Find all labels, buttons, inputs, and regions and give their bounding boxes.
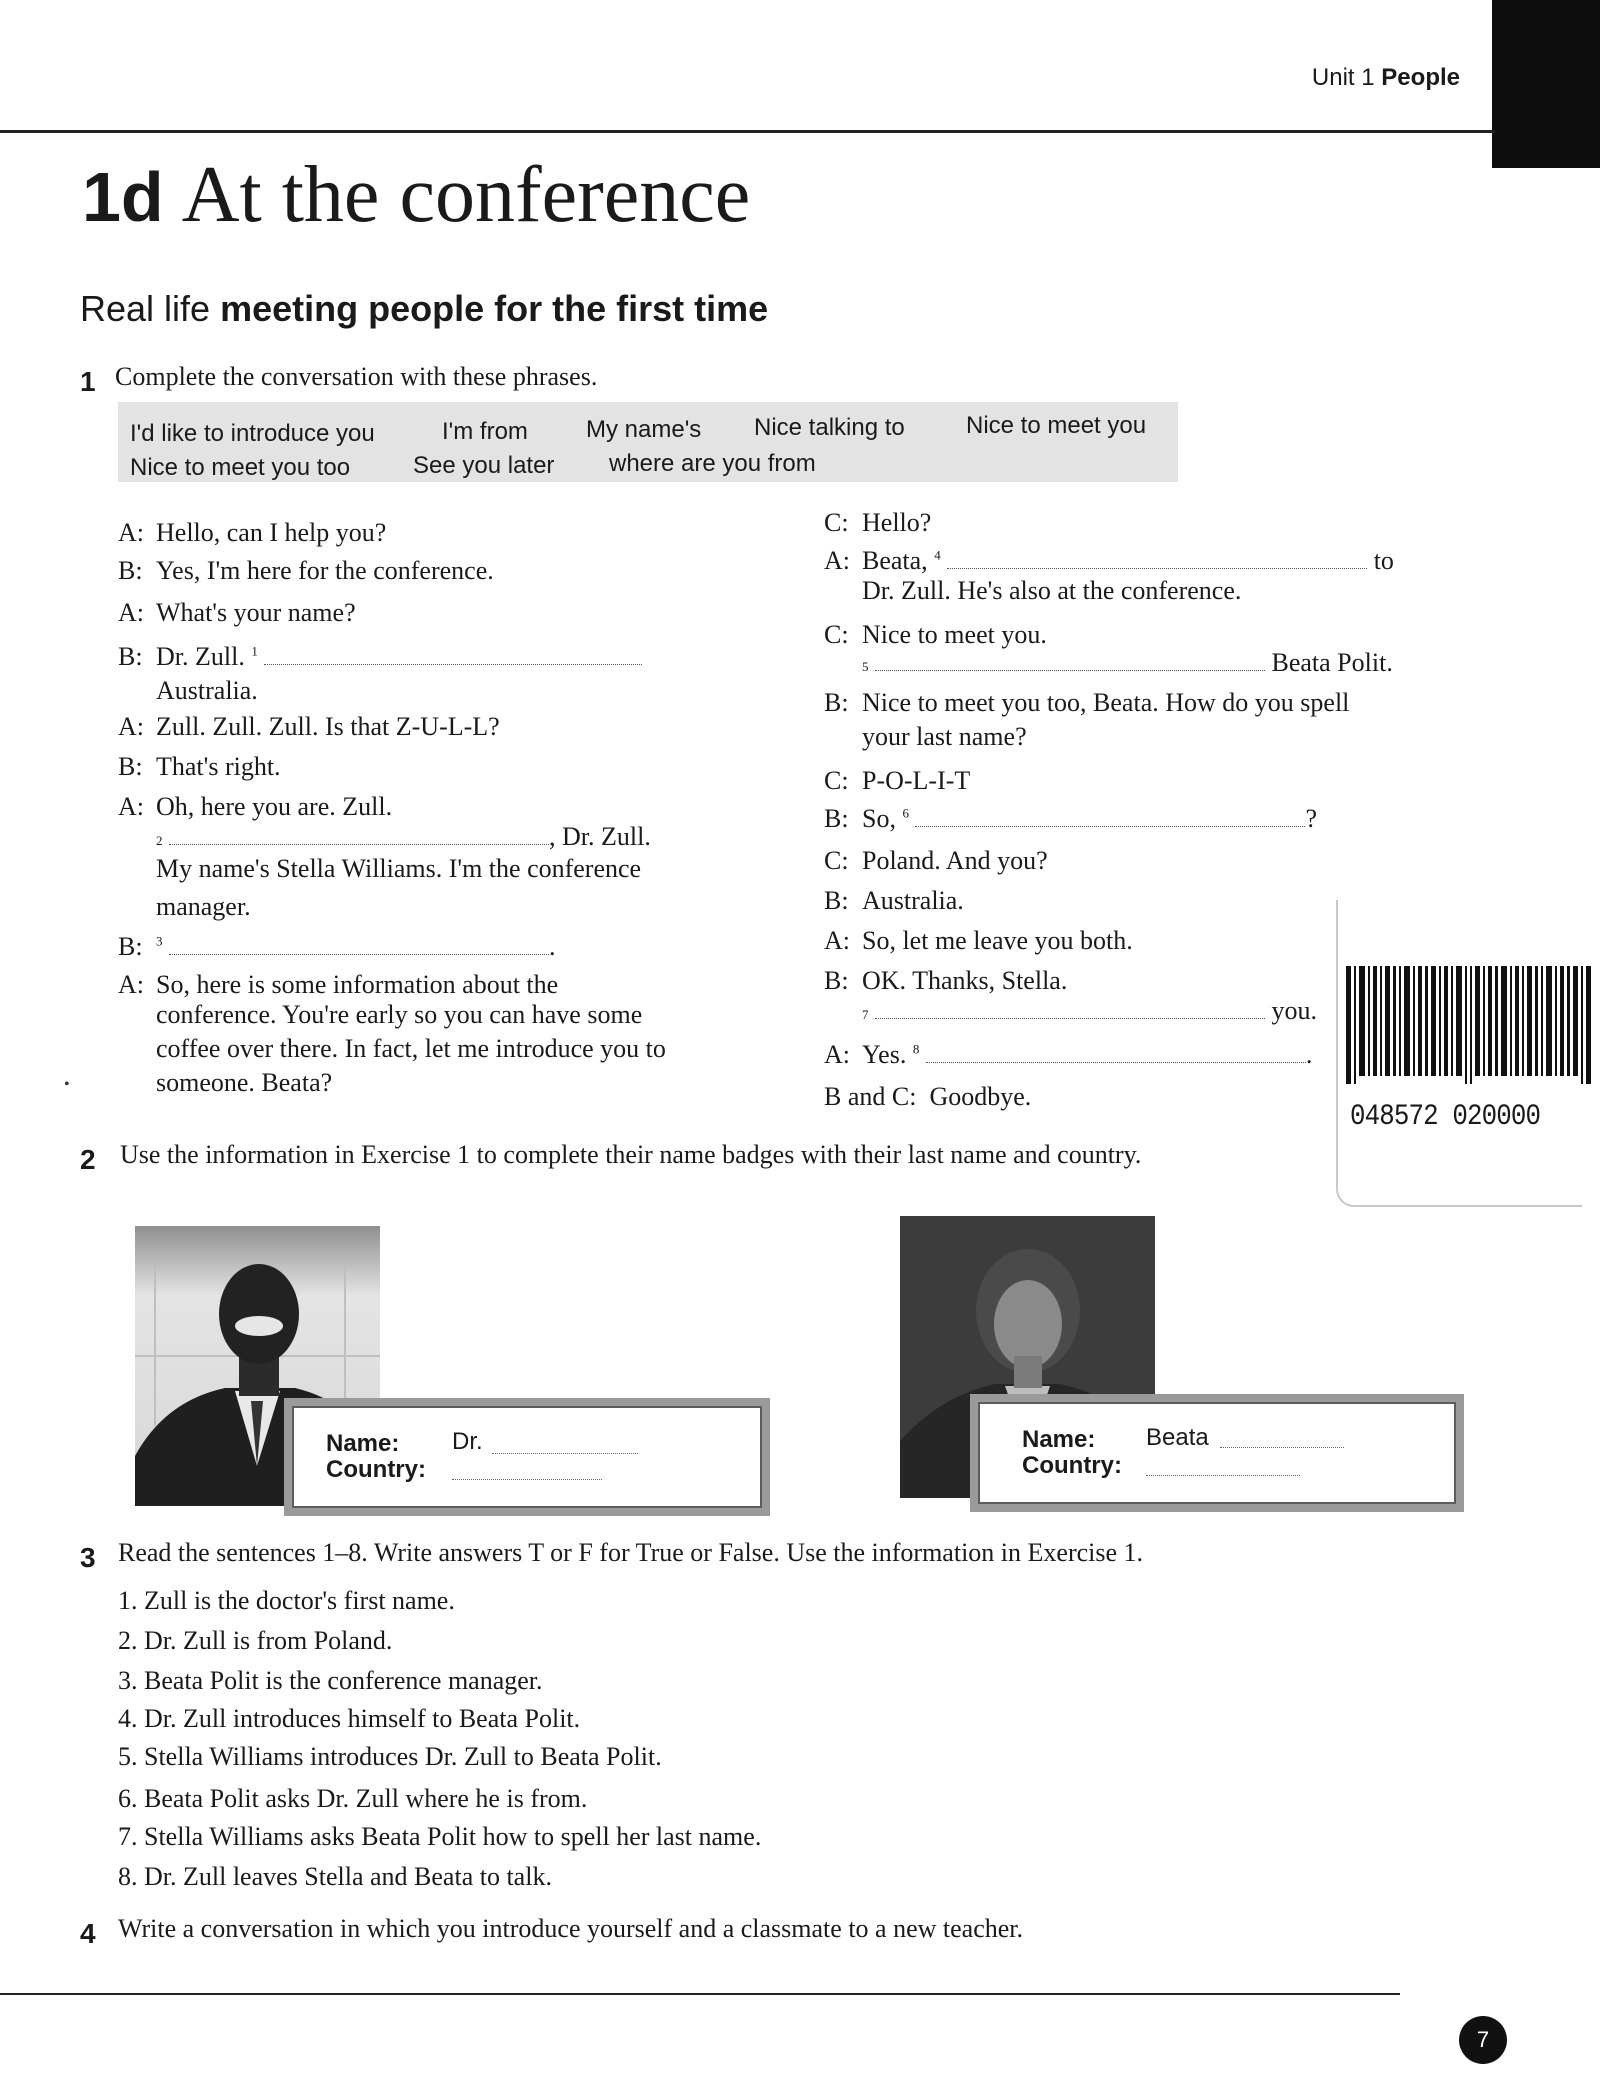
dialogue-line: B: $^3$ . [118, 932, 556, 961]
dialogue-line: B: That's right. [118, 752, 281, 781]
dialogue-line: A: So, here is some information about the [118, 970, 559, 999]
gap-number: 3 [156, 933, 163, 949]
badge-name-label: Name: [1022, 1426, 1096, 1453]
section-prefix: Real life [80, 288, 211, 329]
tf-statement: 6. Beata Polit asks Dr. Zull where he is from. [118, 1784, 588, 1813]
badge-country-blank[interactable] [452, 1478, 602, 1480]
phrase-item: Nice to meet you too [130, 454, 351, 481]
name-badge-1 [284, 1398, 770, 1516]
unit-tab-marker [1492, 0, 1600, 168]
answer-blank[interactable] [875, 998, 1265, 1019]
dialogue-line: A: So, let me leave you both. [824, 926, 1133, 955]
exercise-1-instruction: Complete the conversation with these phrases. [115, 362, 598, 391]
dialogue-line: A: Beata, $^4$ to [824, 546, 1394, 575]
tf-statement: 8. Dr. Zull leaves Stella and Beata to talk. [118, 1862, 552, 1891]
dialogue-line: B: Yes, I'm here for the conference. [118, 556, 494, 585]
answer-blank[interactable] [947, 548, 1367, 569]
dialogue-continuation: someone. Beata? [156, 1068, 333, 1097]
phrase-item: See you later [413, 452, 555, 479]
header-topic: People [1381, 64, 1460, 91]
margin-mark: • [64, 1076, 70, 1093]
dialogue-continuation: your last name? [862, 722, 1027, 751]
answer-blank[interactable] [926, 1042, 1306, 1063]
tf-statement: 5. Stella Williams introduces Dr. Zull to Beata Polit. [118, 1742, 662, 1771]
badge-country-label: Country: [326, 1456, 426, 1483]
bottom-rule [0, 1993, 1400, 1995]
exercise-3-number: 3 [80, 1542, 96, 1573]
dialogue-line: C: Hello? [824, 508, 932, 537]
answer-blank[interactable] [915, 806, 1305, 827]
phrase-item: where are you from [609, 450, 816, 477]
dialogue-line: B: OK. Thanks, Stella. [824, 966, 1068, 995]
top-rule [0, 130, 1495, 133]
gap-number: 7 [862, 1007, 869, 1022]
lesson-title [82, 150, 750, 241]
answer-blank[interactable] [169, 824, 549, 845]
gap-number: 8 [912, 1041, 920, 1057]
header-unit: Unit 1 [1311, 64, 1375, 91]
phrase-item: I'd like to introduce you [130, 420, 375, 447]
tf-statement: 2. Dr. Zull is from Poland. [118, 1626, 393, 1655]
exercise-4-instruction: Write a conversation in which you introduce yourself and a classmate to a new teacher. [118, 1914, 1024, 1943]
phrase-item: Nice talking to [754, 414, 905, 441]
dialogue-continuation: manager. [156, 892, 251, 921]
badge-name-blank[interactable] [1220, 1446, 1344, 1448]
dialogue-line: B: So, $^6$ ? [824, 804, 1318, 833]
dialogue-continuation: coffee over there. In fact, let me introduce you to [156, 1034, 666, 1063]
dialogue-continuation: Australia. [156, 676, 258, 705]
page-number: 7 [1459, 2016, 1507, 2064]
lesson-code: 1d [82, 158, 164, 236]
dialogue-continuation: My name's Stella Williams. I'm the conference [156, 854, 642, 883]
dialogue-line: A: Zull. Zull. Zull. Is that Z-U-L-L? [118, 712, 500, 741]
dialogue-continuation: Dr. Zull. He's also at the conference. [862, 576, 1242, 605]
barcode-number: 048572 020000 [1350, 1100, 1541, 1134]
gap-number: 1 [251, 643, 258, 659]
badge-name-value: Beata [1146, 1424, 1209, 1451]
badge-name-label: Name: [326, 1430, 400, 1457]
gap-number: 5 [862, 659, 869, 674]
dialogue-line: 7 you. [862, 996, 1317, 1025]
phrase-item: My name's [586, 416, 702, 443]
gap-number: 4 [934, 547, 941, 563]
tf-statement: 4. Dr. Zull introduces himself to Beata Polit. [118, 1704, 581, 1733]
badge-country-label: Country: [1022, 1452, 1122, 1479]
dialogue-line: B: Nice to meet you too, Beata. How do you spell [824, 688, 1350, 717]
exercise-2-instruction: Use the information in Exercise 1 to complete their name badges with their last name and country. [120, 1140, 1142, 1169]
dialogue-line: A: What's your name? [118, 598, 356, 627]
dialogue-line: A: Yes. $^8$ . [824, 1040, 1313, 1069]
barcode-icon [1346, 966, 1594, 1084]
exercise-1-number: 1 [80, 366, 96, 397]
phrase-item: Nice to meet you [966, 412, 1147, 439]
exercise-2-number: 2 [80, 1144, 96, 1175]
answer-blank[interactable] [875, 650, 1265, 671]
dialogue-line: B: Australia. [824, 886, 964, 915]
dialogue-line: A: Oh, here you are. Zull. [118, 792, 393, 821]
dialogue-line: A: Hello, can I help you? [118, 518, 387, 547]
dialogue-line: C: Poland. And you? [824, 846, 1048, 875]
running-header [1312, 64, 1460, 92]
dialogue-line: B and C: Goodbye. [824, 1082, 1032, 1111]
tf-statement: 1. Zull is the doctor's first name. [118, 1586, 455, 1615]
dialogue-line: C: Nice to meet you. [824, 620, 1047, 649]
section-title-text: meeting people for the first time [220, 288, 769, 329]
phrase-item: I'm from [442, 418, 528, 445]
dialogue-line: 2 , Dr. Zull. [156, 822, 651, 851]
dialogue-continuation: conference. You're early so you can have some [156, 1000, 643, 1029]
tf-statement: 3. Beata Polit is the conference manager. [118, 1666, 543, 1695]
dialogue-line: B: Dr. Zull. $^1$ [118, 642, 642, 672]
exercise-3-instruction: Read the sentences 1–8. Write answers T or F for True or False. Use the information in Exercise 1. [118, 1538, 1144, 1567]
lesson-title-text: At the conference [181, 151, 751, 239]
answer-blank[interactable] [264, 644, 642, 665]
answer-blank[interactable] [169, 934, 549, 955]
section-title [80, 288, 768, 330]
name-badge-2 [970, 1394, 1464, 1512]
tf-statement: 7. Stella Williams asks Beata Polit how to spell her last name. [118, 1822, 762, 1851]
dialogue-line: C: P-O-L-I-T [824, 766, 971, 795]
badge-name-value: Dr. [452, 1428, 483, 1455]
badge-name-blank[interactable] [492, 1452, 638, 1454]
gap-number: 2 [156, 833, 163, 848]
badge-country-blank[interactable] [1146, 1474, 1300, 1476]
dialogue-line: 5 Beata Polit. [862, 648, 1393, 677]
gap-number: 6 [902, 805, 909, 821]
phrase-box [118, 402, 1178, 482]
exercise-4-number: 4 [80, 1918, 96, 1949]
